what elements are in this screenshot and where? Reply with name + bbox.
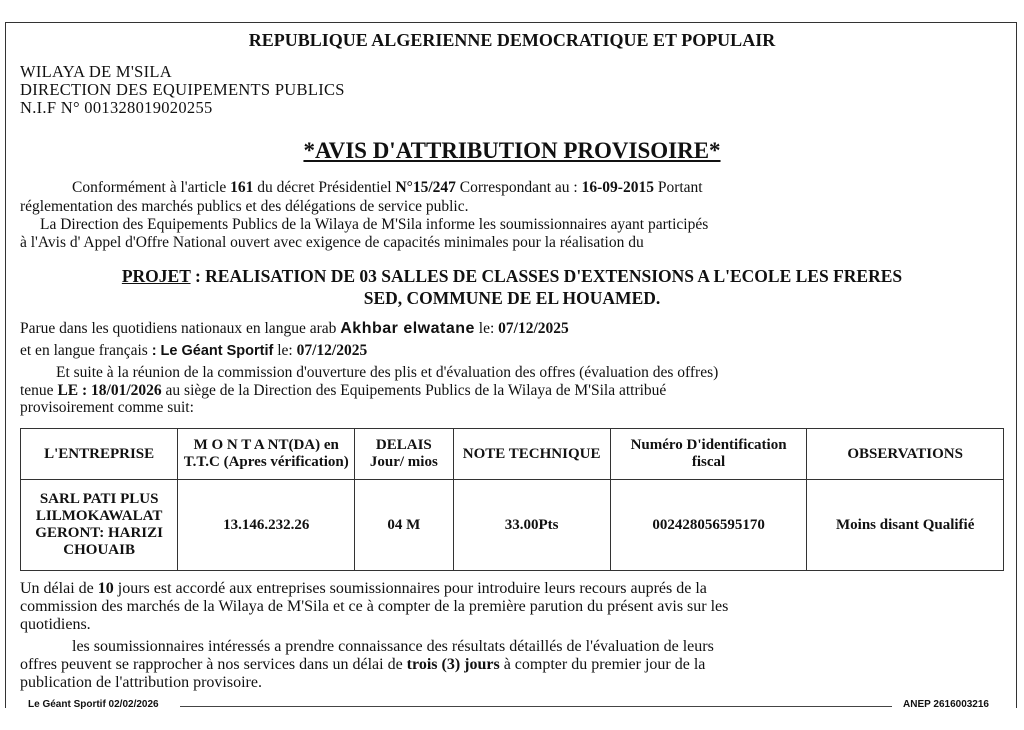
project-line-1 [0, 266, 1024, 287]
cell-montant: 13.146.232.26 [178, 480, 355, 571]
suite-line-2 [20, 382, 666, 400]
date-arabic: 07/12/2025 [498, 320, 569, 337]
text: Parue dans les quotidiens nationaux en langue arab [20, 320, 341, 337]
table-row [21, 480, 1004, 571]
newspaper-french: : Le Géant Sportif [151, 343, 274, 359]
col-montant: M O N T A NT(DA) en T.T.C (Apres vérification) [178, 429, 355, 480]
newspaper-arabic: Akhbar elwatane [340, 320, 475, 337]
text: le: [273, 342, 297, 359]
col-delais: DELAIS Jour/ mios [355, 429, 453, 480]
text: au siège de la Direction des Equipements Publics de la Wilaya de M'Sila attribué [161, 382, 667, 399]
closing-line-4: les soumissionnaires intéressés a prendre connaissance des résultats détaillés de l'évaluation de leurs [72, 638, 714, 655]
article-number: 161 [230, 179, 254, 196]
text: du décret Présidentiel [253, 179, 396, 196]
publication-french [20, 342, 367, 360]
closing-line-3: quotidiens. [20, 616, 91, 633]
closing-line-1 [20, 580, 707, 598]
meeting-date: LE : 18/01/2026 [57, 382, 162, 399]
text: Portant [653, 179, 703, 196]
text: et en langue français [20, 342, 152, 359]
text: le: [474, 320, 499, 337]
footer-anep-reference: ANEP 2616003216 [903, 699, 989, 710]
col-note: NOTE TECHNIQUE [453, 429, 610, 480]
intro-line-1 [72, 179, 703, 197]
notice-title: *AVIS D'ATTRIBUTION PROVISOIRE* [303, 138, 721, 163]
text: Un délai de [20, 580, 98, 597]
intro-line-2: réglementation des marchés publics et des délégations de service public. [20, 198, 469, 215]
decree-date: 16-09-2015 [581, 179, 654, 196]
text: tenue [20, 382, 58, 399]
republic-heading: REPUBLIQUE ALGERIENNE DEMOCRATIQUE ET POPULAIR [248, 30, 776, 50]
text: Correspondant au : [455, 179, 582, 196]
attribution-table [20, 428, 1004, 571]
closing-line-2: commission des marchés de la Wilaya de M'Sila et ce à compter de la première parution du présent avis sur les [20, 598, 729, 615]
cell-note: 33.00Pts [453, 480, 610, 571]
footer-rule [180, 706, 892, 707]
delay-days: 10 [97, 580, 114, 597]
project-label: PROJET [121, 266, 191, 286]
direction-line: DIRECTION DES EQUIPEMENTS PUBLICS [20, 80, 345, 99]
decree-number: N°15/247 [395, 179, 456, 196]
text: à compter du premier jour de la [499, 656, 706, 673]
closing-line-5 [20, 656, 705, 674]
col-nif: Numéro D'identification fiscal [610, 429, 807, 480]
cell-entreprise: SARL PATI PLUS LILMOKAWALAT GERONT: HARIZI CHOUAIB [21, 480, 178, 571]
cell-delais: 04 M [355, 480, 453, 571]
col-entreprise: L'ENTREPRISE [21, 429, 178, 480]
project-line-2: SED, COMMUNE DE EL HOUAMED. [363, 288, 661, 308]
suite-line-3: provisoirement comme suit: [20, 399, 194, 416]
nif-line: N.I.F N° 001328019020255 [20, 98, 213, 117]
cell-nif: 002428056595170 [610, 480, 807, 571]
suite-line-1: Et suite à la réunion de la commission d'ouverture des plis et d'évaluation des offres (évaluation des offres) [56, 364, 719, 381]
text: offres peuvent se rapprocher à nos services dans un délai de [20, 656, 407, 673]
date-french: 07/12/2025 [296, 342, 368, 359]
footer-publication: Le Géant Sportif 02/02/2026 [28, 699, 159, 710]
wilaya-line: WILAYA DE M'SILA [20, 62, 172, 81]
text: jours est accordé aux entreprises soumissionnaires pour introduire leurs recours auprés de la [113, 580, 707, 597]
closing-line-6: publication de l'attribution provisoire. [20, 674, 262, 691]
text: Conformément à l'article [72, 179, 231, 196]
cell-observations: Moins disant Qualifié [807, 480, 1004, 571]
intro-line-3: La Direction des Equipements Publics de la Wilaya de M'Sila informe les soumissionnaires ayant participés [40, 216, 709, 233]
project-title: : REALISATION DE 03 SALLES DE CLASSES D'EXTENSIONS A L'ECOLE LES FRERES [190, 266, 903, 286]
intro-line-4: à l'Avis d' Appel d'Offre National ouvert avec exigence de capacités minimales pour la réalisation du [20, 234, 644, 251]
col-observations: OBSERVATIONS [807, 429, 1004, 480]
table-header-row [21, 429, 1004, 480]
publication-arabic [20, 320, 569, 338]
consultation-delay: trois (3) jours [406, 656, 500, 673]
